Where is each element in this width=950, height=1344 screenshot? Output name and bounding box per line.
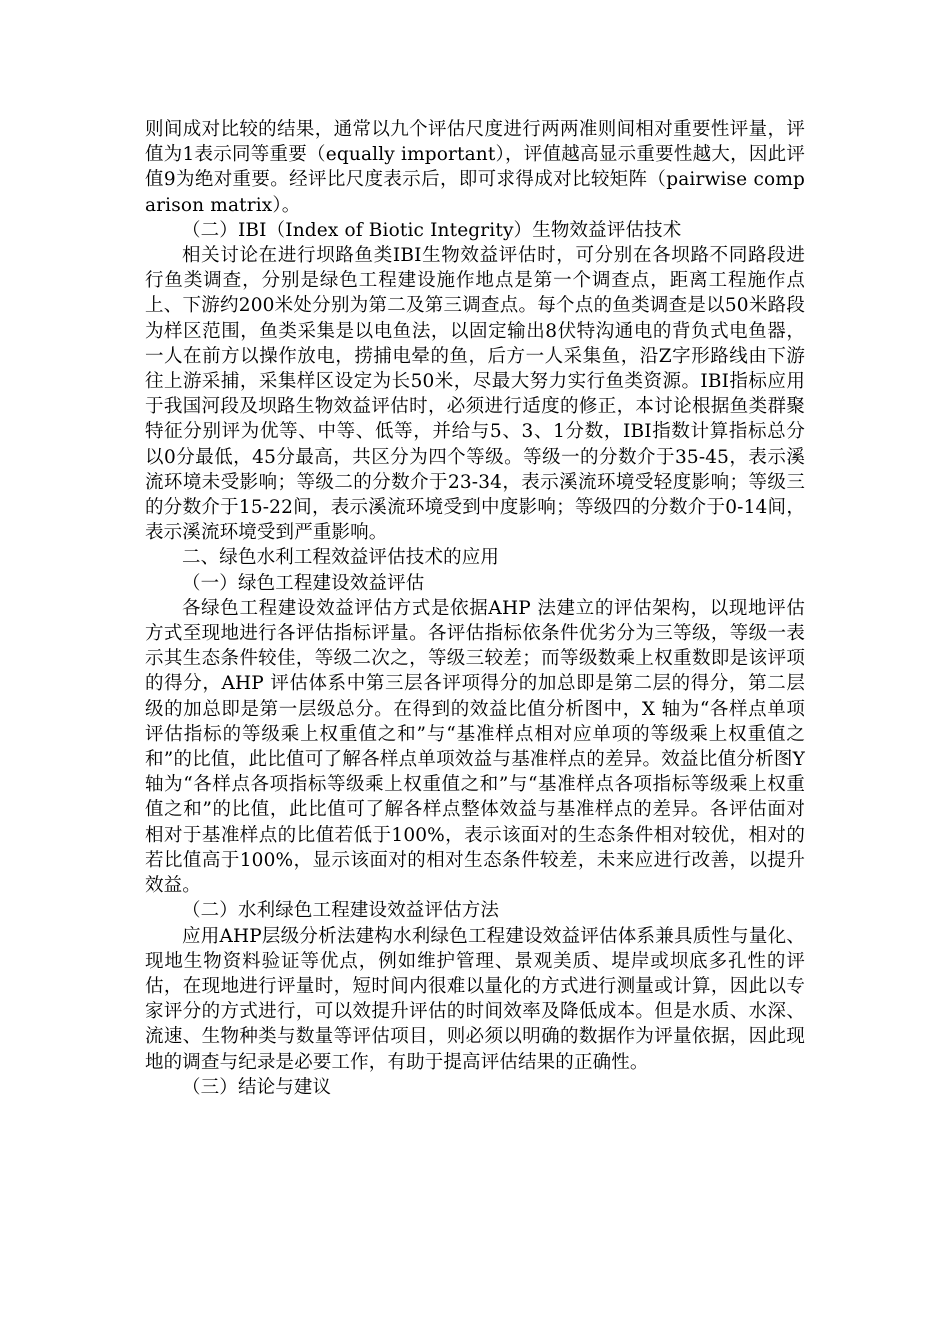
paragraph-ahp-pairwise: 则间成对比较的结果，通常以九个评估尺度进行两两准则间相对重要性评量，评值为1表示同等重要（equally important），评值越高显示重要性越大，因此评值9为绝对重要。经评比尺度表示后，即可求得成对比较矩阵（pairwise comparison matrix）。 (145, 119, 805, 216)
heading-section-two: 二、绿色水利工程效益评估技术的应用 (182, 547, 500, 569)
paragraph-green-engineering-evaluation: 各绿色工程建设效益评估方式是依据AHP 法建立的评估架构，以现地评估方式至现地进行各评估指标评量。各评估指标依条件优劣分为三等级，等级一表示其生态条件较佳，等级二次之，等级三较差；而等级数乘上权重数即是该评项的得分，AHP 评估体系中第三层各评项得分的加总即是第二层的得分，第二层级的加总即是第一层级总分。在得到的效益比值分析图中，X 轴为“各样点单项评估指标的等级乘上权重值之和”与“基准样点相对应单项的等级乘上权重值之和”的比值，此比值可了解各样点单项效益与基准样点的差异。效益比值分析图Y 轴为“各样点各项指标等级乘上权重值之和”与“基准样点各项指标等级乘上权重值之和”的比值，此比值可了解各样点整体效益与基准样点的差异。各评估面对相对于基准样点的比值若低于100%，表示该面对的生态条件相对较优，相对的若比值高于100%，显示该面对的相对生态条件较差，未来应进行改善，以提升效益。 (145, 597, 805, 897)
document-page (145, 117, 805, 1100)
heading-green-engineering-evaluation: （一）绿色工程建设效益评估 (182, 572, 425, 594)
heading-ibi-technique: （二）IBI（Index of Biotic Integrity）生物效益评估技术 (182, 219, 682, 241)
paragraph-water-green-method: 应用AHP层级分析法建构水利绿色工程建设效益评估体系兼具质性与量化、现地生物资料验证等优点，例如维护管理、景观美质、堤岸或坝底多孔性的评估，在现地进行评量时，短时间内很难以量化的方式进行测量或计算，因此以专家评分的方式进行，可以效提升评估的时间效率及降低成本。但是水质、水深、流速、生物种类与数量等评估项目，则必须以明确的数据作为评量依据，因此现地的调查与纪录是必要工作，有助于提高评估结果的正确性。 (145, 925, 805, 1073)
heading-conclusion: （三）结论与建议 (182, 1076, 332, 1098)
heading-water-green-method: （二）水利绿色工程建设效益评估方法 (182, 900, 500, 922)
paragraph-ibi-survey: 相关讨论在进行坝路鱼类IBI生物效益评估时，可分别在各坝路不同路段进行鱼类调查，分别是绿色工程建设施作地点是第一个调查点，距离工程施作点上、下游约200米处分别为第二及第三调查点。每个点的鱼类调查是以50米路段为样区范围，鱼类采集是以电鱼法，以固定输出8伏特沟通电的背负式电鱼器，一人在前方以操作放电，捞捕电晕的鱼，后方一人采集鱼，沿Z字形路线由下游往上游采捕，采集样区设定为长50米，尽最大努力实行鱼类资源。IBI指标应用于我国河段及坝路生物效益评估时，必须进行适度的修正，本讨论根据鱼类群聚特征分别评为优等、中等、低等，并给与5、3、1分数，IBI指数计算指标总分以0分最低，45分最高，共区分为四个等级。等级一的分数介于35-45，表示溪流环境未受影响；等级二的分数介于23-34，表示溪流环境受轻度影响；等级三的分数介于15-22间，表示溪流环境受到中度影响；等级四的分数介于0-14间，表示溪流环境受到严重影响。 (145, 245, 805, 544)
